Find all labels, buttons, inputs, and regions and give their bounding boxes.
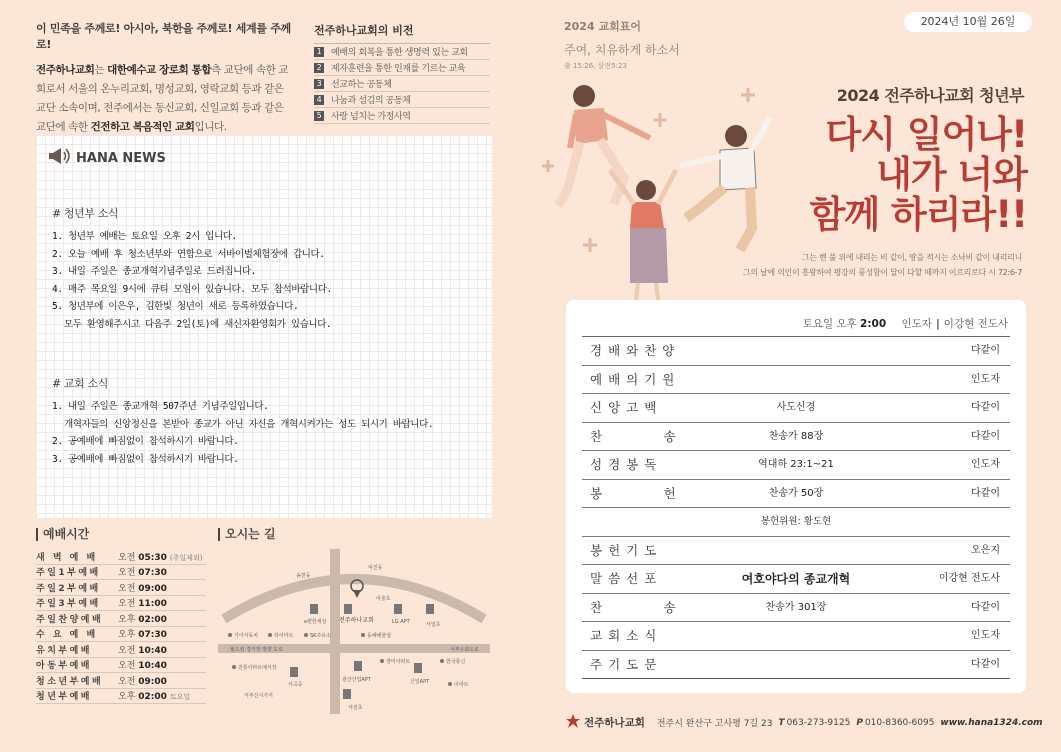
vision-number: 1 <box>314 47 324 57</box>
worship-time <box>118 689 190 702</box>
map-label: LG APT <box>392 619 410 625</box>
worship-time-row <box>36 642 206 658</box>
order-row <box>582 337 1010 366</box>
worship-time <box>118 674 170 687</box>
map-label: 서곡중 <box>288 682 303 688</box>
order-row <box>582 594 1010 623</box>
order-row <box>582 565 1010 594</box>
worship-times-list <box>36 549 206 704</box>
map-road-vertical <box>330 549 340 714</box>
news-item: 5. 청년부에 이은우, 김한빛 청년이 새로 등록하였습니다. <box>52 301 299 312</box>
footer-phone: 010-8360-6095 <box>864 717 935 728</box>
order-item-person: 오은지 <box>971 544 1000 556</box>
map-label: 하이마트 <box>274 633 294 639</box>
worship-time <box>118 612 170 625</box>
intro-church-name: 전주하나교회 <box>36 64 95 76</box>
vision-text: 제자훈련을 통한 인재를 기르는 교육 <box>331 64 466 74</box>
news-item: 4. 매주 목요일 9시에 큐티 모임이 있습니다. 모두 참석바랍니다. <box>52 283 332 295</box>
worship-time-row <box>36 689 206 705</box>
directions-title: 오시는 길 <box>218 528 490 541</box>
map-road-arc <box>224 579 484 619</box>
slogan-line: 내가 너와 <box>876 153 1027 196</box>
footer-website[interactable]: www.hana1324.com <box>940 717 1043 728</box>
worship-ampm: 오전 <box>118 583 136 594</box>
worship-name: 새 벽 예 배 <box>36 552 98 563</box>
intro-denomination: 대한예수교 장로회 통합 <box>107 64 212 76</box>
youth-news <box>52 205 332 333</box>
map-label: 서일초 <box>426 622 441 628</box>
worship-time <box>118 658 170 671</box>
order-row <box>582 508 1010 537</box>
worship-ampm: 오전 <box>118 661 136 672</box>
footer-address: 전주시 완산구 고사평 7길 23 <box>656 719 773 729</box>
bible-verse <box>743 250 1022 280</box>
news-item: 2. 공예배에 빠짐없이 참석하시기 바랍니다. <box>52 436 239 447</box>
motto-text: 주여, 치유하게 하소서 <box>564 43 680 57</box>
service-time: 2:00 <box>860 318 887 330</box>
order-item-person: 인도자 <box>971 459 1000 470</box>
order-row <box>582 423 1010 452</box>
map-label: 서부신시가지 <box>244 693 273 699</box>
worship-clock: 02:00 <box>138 614 167 625</box>
order-item-name: 찬 송 <box>590 428 682 444</box>
order-item-person: 다같이 <box>971 345 1000 356</box>
order-row <box>582 651 1010 680</box>
youth-dept-title: 2024 전주하나교회 청년부 <box>836 86 1024 105</box>
order-row <box>582 480 1010 509</box>
worship-time <box>118 565 170 578</box>
order-item-person: 다같이 <box>971 658 1000 670</box>
map-label: 월드컵 경기장 방향 도로 <box>230 647 284 653</box>
intro-text-2: 측 교단에 속한 교회로서 서울의 온누리교회, 명성교회, 영락교회 등과 같은 교단 소속이며, 전주에서는 동신교회, 신일교회 등과 같은 교단에 속한 <box>36 64 289 133</box>
order-row <box>582 451 1010 480</box>
service-info <box>803 316 1008 331</box>
worship-note: 토요일 <box>169 693 191 702</box>
order-item-name: 말씀선포 <box>590 571 663 586</box>
bible-verse-line: 그는 벤 풀 위에 내리는 비 같이, 땅을 적시는 소낙비 같이 내리리니 <box>801 253 1022 262</box>
map-label: SK주유소 <box>310 633 331 639</box>
order-item-detail: 봉헌위원: 황도현 <box>760 516 832 527</box>
person-right <box>680 118 770 250</box>
intro-text-3: 입니다. <box>194 121 227 133</box>
map-label: 신일APT <box>410 679 430 685</box>
order-row <box>582 394 1010 423</box>
vision-text: 나눔과 섬김의 공동체 <box>331 96 411 106</box>
order-item-person: 이강현 전도사 <box>938 573 1000 584</box>
worship-ampm: 오후 <box>118 692 136 703</box>
worship-clock: 07:30 <box>138 630 167 641</box>
worship-clock: 09:00 <box>138 583 167 594</box>
worship-time-row <box>36 658 206 674</box>
order-item-name: 성경봉독 <box>590 457 663 472</box>
map-label: 동해해물탕 <box>367 633 392 639</box>
news-header <box>48 147 166 169</box>
vision-number: 4 <box>314 95 324 105</box>
worship-name: 주일1부예배 <box>36 568 101 579</box>
vision-text: 예배의 회복을 통한 생명력 있는 교회 <box>331 48 468 58</box>
worship-clock: 11:00 <box>138 599 167 610</box>
order-item-name: 봉헌기도 <box>590 542 663 558</box>
worship-time-row <box>36 565 206 581</box>
order-item-person: 인도자 <box>971 373 1000 385</box>
order-row <box>582 537 1010 566</box>
map-label: 송천동 <box>296 573 311 579</box>
service-day: 토요일 오후 <box>802 318 861 330</box>
order-item-person: 인도자 <box>971 630 1000 641</box>
vision-number: 2 <box>314 63 324 73</box>
order-item-name: 예배의기원 <box>590 371 681 387</box>
order-item-name: 교회소식 <box>590 628 663 643</box>
map-label: 기아자동차 <box>234 633 259 639</box>
worship-name: 청년부예배 <box>36 692 92 703</box>
news-item: 3. 내일 주일은 종교개혁기념주일로 드려집니다. <box>52 266 257 277</box>
directions <box>218 528 490 718</box>
church-news <box>52 375 433 468</box>
motto-reference: 출 15:26, 삼전5:23 <box>564 62 627 70</box>
map-label: 덕진동 <box>368 565 383 571</box>
worship-time-row <box>36 549 206 565</box>
worship-ampm: 오전 <box>118 599 136 610</box>
footer-tel: 063-273-9125 <box>786 717 851 728</box>
separator: | <box>935 318 940 330</box>
news-item: 1. 청년부 예배는 토요일 오후 2시 입니다. <box>52 231 237 242</box>
worship-time <box>118 581 170 594</box>
news-item: 개혁자들의 신앙정신을 본받아 종교가 아닌 자신을 개혁시켜가는 성도 되시기 바랍니다. <box>64 418 434 430</box>
worship-times <box>36 528 206 704</box>
youth-news-title: # 청년부 소식 <box>52 207 119 220</box>
news-item: 1. 내일 주일은 종교개혁 507주년 기념주일입니다. <box>52 401 269 412</box>
news-item: 3. 공예배에 빠짐없이 참석하시기 바랍니다. <box>52 453 239 465</box>
worship-ampm: 오전 <box>118 568 136 579</box>
footer-church-name: 전주하나교회 <box>584 717 645 729</box>
order-item-name: 신앙고백 <box>590 400 663 415</box>
worship-ampm: 오전 <box>118 676 136 687</box>
vision-item <box>314 92 490 108</box>
church-intro <box>36 20 296 137</box>
order-table <box>582 336 1010 679</box>
church-motto <box>564 18 680 71</box>
order-item-detail: 찬송가 301장 <box>765 601 827 613</box>
order-item-name: 찬 송 <box>590 599 682 615</box>
vision-text: 선교하는 공동체 <box>331 80 392 90</box>
news-item: 2. 오늘 예배 후 청소년부와 연합으로 서바이벌체험장에 갑니다. <box>52 248 325 260</box>
order-item-detail: 역대하 23:1~21 <box>758 459 834 470</box>
slogan <box>810 115 1027 235</box>
worship-time <box>118 627 170 640</box>
worship-clock: 09:00 <box>138 676 167 687</box>
slogan-line: 함께 하리라!! <box>809 193 1027 236</box>
worship-clock: 02:00 <box>138 692 167 703</box>
intro-text-1: 는 <box>94 64 108 76</box>
bulletin-date: 2024년 10월 26일 <box>904 12 1032 32</box>
order-item-detail: 찬송가 88장 <box>768 430 824 442</box>
order-item-person: 다같이 <box>971 430 1000 442</box>
order-item-detail: 사도신경 <box>776 402 816 413</box>
vision-item <box>314 108 490 124</box>
map-label: 이마트 <box>454 682 469 688</box>
worship-time-row <box>36 673 206 689</box>
order-item-detail: 찬송가 50장 <box>768 487 824 499</box>
map-label: 한국통신 <box>446 659 466 665</box>
vision-item <box>314 76 490 92</box>
map-label: 광산산업APT <box>342 677 371 683</box>
map-church-label: 전주하나교회 <box>339 617 374 624</box>
worship-time <box>118 550 202 563</box>
worship-name: 주일2부예배 <box>36 583 101 594</box>
intro-emphasis: 건전하고 복음적인 교회 <box>90 121 195 133</box>
church-vision <box>314 22 490 124</box>
footer <box>566 714 1043 731</box>
order-row <box>582 622 1010 651</box>
intro-headline: 이 민족을 주께로! 아시아, 북한을 주께로! 세계를 주께로! <box>36 22 291 51</box>
person-left <box>558 85 650 206</box>
worship-ampm: 오전 <box>118 552 136 563</box>
worship-time <box>118 643 170 656</box>
worship-name: 주일찬양예배 <box>36 614 104 625</box>
order-item-person: 다같이 <box>971 402 1000 413</box>
map-label: 여울초 <box>376 596 391 602</box>
worship-time-row <box>36 611 206 627</box>
worship-time <box>118 596 170 609</box>
map-label: 전통아파트예식장 <box>238 665 277 671</box>
worship-time-row <box>36 596 206 612</box>
vision-item <box>314 44 490 60</box>
location-map <box>218 549 490 714</box>
church-logo-icon <box>566 714 580 731</box>
worship-time-row <box>36 580 206 596</box>
tel-label: T <box>778 717 785 728</box>
order-row <box>582 366 1010 395</box>
worship-name: 주일3부예배 <box>36 599 101 610</box>
order-item-person: 다같이 <box>971 601 1000 613</box>
order-item-detail: 여호야다의 종교개혁 <box>741 572 851 586</box>
slogan-line: 다시 일어나! <box>825 113 1027 156</box>
worship-note: (주일제외) <box>169 553 203 562</box>
worship-clock: 05:30 <box>138 552 167 563</box>
worship-ampm: 오후 <box>118 630 136 641</box>
worship-times-title: 예배시간 <box>36 528 206 541</box>
order-of-worship <box>566 300 1026 693</box>
order-item-name: 주기도문 <box>590 656 663 672</box>
leader-name: 이강현 전도사 <box>943 318 1008 330</box>
intro-paragraph <box>36 61 296 137</box>
worship-time-row <box>36 627 206 643</box>
worship-clock: 10:40 <box>138 661 167 672</box>
worship-name: 수 요 예 배 <box>36 630 98 641</box>
motto-title: 2024 교회표어 <box>564 20 641 33</box>
map-label: 장미아파트 <box>386 659 411 665</box>
vision-text: 사랑 넘치는 가정사역 <box>331 112 411 122</box>
map-label: 서전초 <box>348 705 363 711</box>
order-item-name: 경배와찬양 <box>590 343 681 358</box>
order-item-person: 다같이 <box>971 487 1000 499</box>
megaphone-icon <box>48 147 70 169</box>
news-item: 모두 환영해주시고 다음주 2일(토)에 새신자환영회가 있습니다. <box>64 318 332 330</box>
vision-number: 3 <box>314 79 324 89</box>
worship-ampm: 오후 <box>118 614 136 625</box>
worship-clock: 10:40 <box>138 645 167 656</box>
leader-label: 인도자 <box>901 318 932 330</box>
vision-item <box>314 60 490 76</box>
vision-number: 5 <box>314 111 324 121</box>
bible-verse-line: 그의 날에 의인이 흥왕하여 평강의 풍성함이 달이 다할 때까지 이르리로다 시 72:6-7 <box>742 268 1022 277</box>
church-news-title: # 교회 소식 <box>52 377 108 390</box>
vision-title: 전주하나교회의 비전 <box>314 22 490 44</box>
worship-name: 아동부예배 <box>36 661 92 672</box>
worship-name: 유치부예배 <box>36 645 92 656</box>
map-label: 서부우회도로 <box>450 647 479 653</box>
phone-label: P <box>856 717 863 728</box>
news-title: HANA NEWS <box>76 150 166 166</box>
news-panel <box>36 135 492 518</box>
worship-clock: 07:30 <box>138 568 167 579</box>
order-item-name: 봉 헌 <box>590 485 682 501</box>
map-label: e편한세상 <box>304 619 327 625</box>
worship-name: 청소년부예배 <box>36 676 104 687</box>
worship-ampm: 오전 <box>118 645 136 656</box>
